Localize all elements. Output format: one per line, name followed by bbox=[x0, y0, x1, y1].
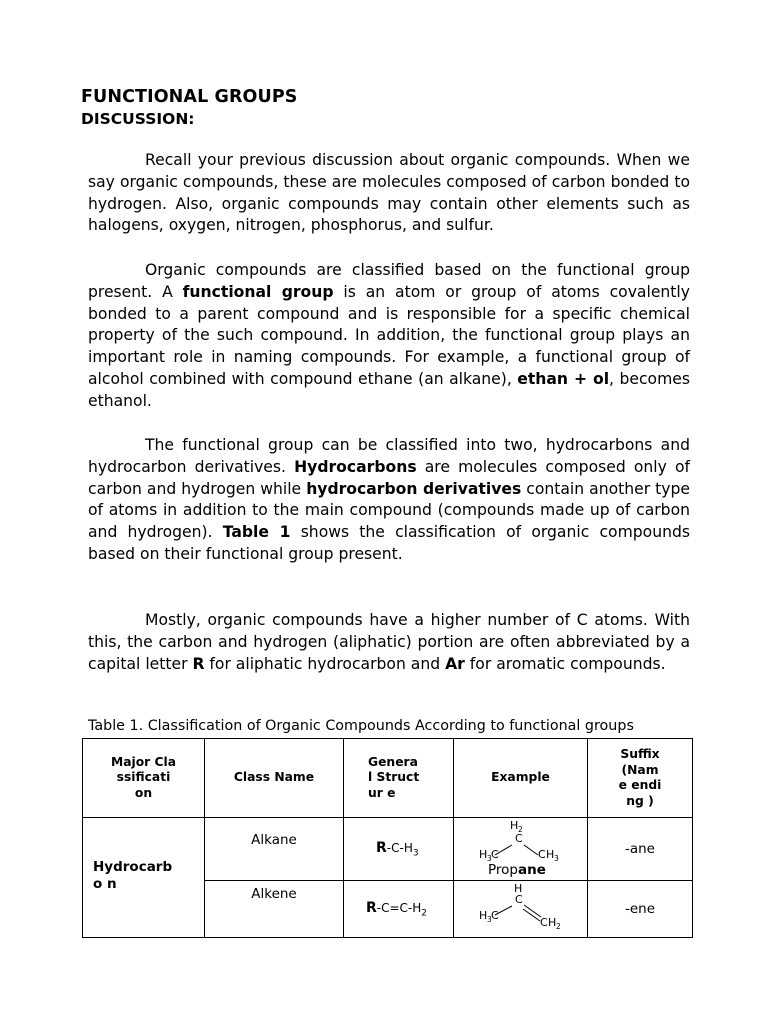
svg-text:H: H bbox=[479, 909, 488, 922]
suffix-cell: -ane bbox=[588, 818, 693, 881]
major-classification-cell: Hydrocarbo n bbox=[83, 818, 205, 938]
propane-structure-diagram bbox=[454, 818, 586, 880]
paragraph-intro: Recall your previous discussion about organic compounds. When we say organic compounds, these are molecules composed of carbon bonded to hydrogen. Also, organic compounds may contain other elements such as halogens, oxygen, nitrogen, phosphorus, and sulfur. bbox=[88, 151, 690, 235]
header-suffix: Suffix (Nam e ending ) bbox=[588, 739, 693, 818]
paragraph-abbreviations: Mostly, organic compounds have a higher number of C atoms. With this, the carbon and hydrogen (aliphatic) portion are often abbreviated by a capital letter R for aliphatic hydrocarbon and Ar for aromatic compounds. bbox=[88, 611, 690, 673]
section-heading: DISCUSSION: bbox=[81, 110, 195, 128]
example-cell bbox=[454, 881, 588, 938]
svg-text:C: C bbox=[491, 909, 499, 922]
propene-structure-diagram bbox=[454, 881, 586, 937]
svg-text:C: C bbox=[515, 893, 523, 906]
suffix-cell: -ene bbox=[588, 881, 693, 938]
header-general-structure: Genera l Structur e bbox=[344, 739, 454, 818]
classification-table bbox=[82, 738, 693, 938]
svg-text:Propane: Propane bbox=[488, 862, 546, 878]
svg-text:3: 3 bbox=[487, 915, 492, 924]
svg-text:H: H bbox=[548, 916, 557, 929]
svg-text:C: C bbox=[491, 848, 499, 861]
svg-text:H: H bbox=[514, 882, 523, 895]
svg-text:H: H bbox=[546, 848, 555, 861]
header-class-name: Class Name bbox=[205, 739, 344, 818]
svg-text:2: 2 bbox=[518, 825, 523, 834]
svg-text:C: C bbox=[538, 848, 546, 861]
class-name-cell: Alkane bbox=[205, 818, 344, 881]
header-major-classification: Major Classificati on bbox=[83, 739, 205, 818]
svg-text:3: 3 bbox=[554, 854, 559, 863]
paragraph-classification: The functional group can be classified into two, hydrocarbons and hydrocarbon derivatives. Hydrocarbons are molecules composed only of carbon and hydrogen while hydrocarbon derivatives contain another type of atoms in addition to the main compound (compounds made up of carbon and hydrogen). Table 1 shows the classification of organic compounds based on their functional group present. bbox=[88, 436, 690, 563]
svg-text:H: H bbox=[479, 848, 488, 861]
table-caption: Table 1. Classification of Organic Compounds According to functional groups bbox=[88, 718, 634, 734]
class-name-cell: Alkene bbox=[205, 881, 344, 938]
example-cell bbox=[454, 818, 588, 881]
svg-text:H: H bbox=[510, 819, 519, 832]
svg-text:C: C bbox=[540, 916, 548, 929]
svg-text:3: 3 bbox=[487, 854, 492, 863]
svg-text:2: 2 bbox=[556, 922, 561, 931]
table-header-row bbox=[83, 739, 693, 818]
general-structure-cell: $R-C-H_3$ bbox=[344, 818, 454, 881]
general-structure-cell: $R-C=C-H_2$ bbox=[344, 881, 454, 938]
table-row bbox=[83, 818, 693, 881]
svg-text:C: C bbox=[515, 832, 523, 845]
paragraph-functional-group: Organic compounds are classified based on the functional group present. A functional group is an atom or group of atoms covalently bonded to a parent compound and is responsible for a specific chemical property of the such compound. In addition, the functional group plays an important role in naming compounds. For example, a functional group of alcohol combined with compound ethane (an alkane), ethan + ol, becomes ethanol. bbox=[88, 261, 690, 410]
header-example: Example bbox=[454, 739, 588, 818]
page-title: FUNCTIONAL GROUPS bbox=[81, 87, 298, 107]
